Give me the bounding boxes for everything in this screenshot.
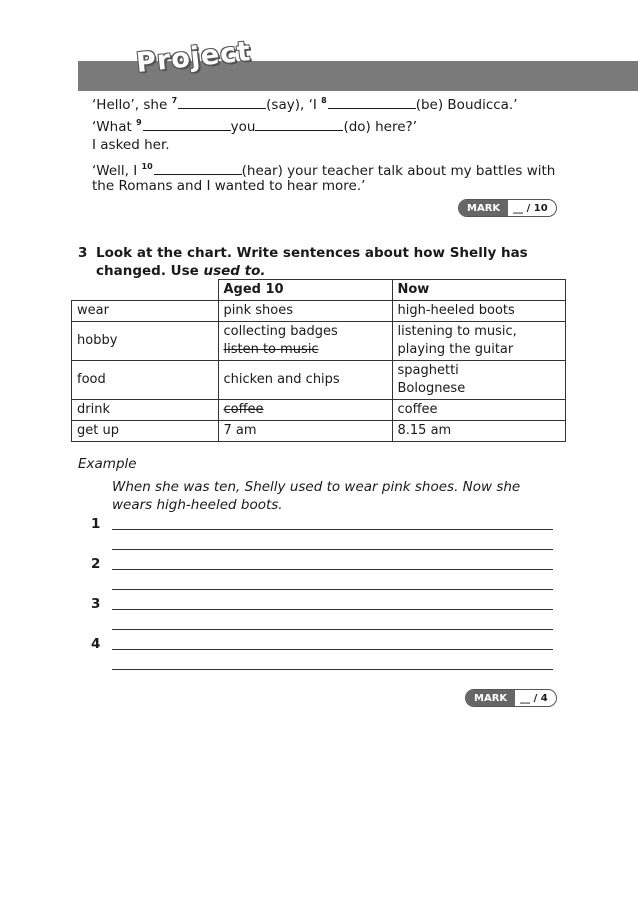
- text-segment: (do) here?’: [343, 119, 417, 135]
- struck-text: coffee: [223, 402, 264, 417]
- gap-number: 8: [321, 96, 327, 105]
- text-segment: (be) Boudicca.’: [415, 97, 518, 113]
- table-row: [72, 322, 566, 361]
- table-cell: high-heeled boots: [392, 301, 565, 322]
- answer-number: 1: [91, 516, 101, 532]
- instruction-text: Look at the chart. Write sentences about how Shelly has: [96, 245, 528, 261]
- mark-score: __ / 4: [520, 692, 548, 704]
- text-segment: ‘What: [92, 119, 137, 135]
- text-segment: ‘Well, I: [92, 163, 142, 179]
- gap-number: 10: [141, 162, 153, 171]
- project-logo: Project: [134, 36, 253, 79]
- table-header: Aged 10: [218, 280, 392, 301]
- answer-line-4a[interactable]: [112, 649, 553, 650]
- cell-text: collecting badges: [223, 324, 338, 339]
- mark-box-exercise2: [458, 199, 557, 217]
- gap-number: 9: [136, 118, 142, 127]
- answer-number: 3: [91, 596, 101, 612]
- table-row: [72, 400, 566, 421]
- answer-line-2b[interactable]: [112, 589, 553, 590]
- table-row: [72, 361, 566, 400]
- exercise2-line-3: I asked her.: [92, 137, 170, 153]
- text-segment: ‘Hello’, she: [92, 97, 172, 113]
- mark-box-exercise3: [465, 689, 557, 707]
- table-cell: coffee: [392, 400, 565, 421]
- answer-line-3b[interactable]: [112, 629, 553, 630]
- table-row: [72, 301, 566, 322]
- table-cell: [218, 400, 392, 421]
- mark-label: MARK: [466, 690, 515, 706]
- row-label: get up: [72, 421, 219, 442]
- text-segment: (say), ‘I: [266, 97, 322, 113]
- row-label: food: [72, 361, 219, 400]
- cell-text: Bolognese: [397, 381, 466, 396]
- table-cell: pink shoes: [218, 301, 392, 322]
- answer-line-2a[interactable]: [112, 569, 553, 570]
- exercise2-line-5: the Romans and I wanted to hear more.’: [92, 178, 366, 194]
- table-cell: [392, 322, 565, 361]
- table-row: [72, 421, 566, 442]
- cell-text: playing the guitar: [397, 342, 514, 357]
- answer-line-1b[interactable]: [112, 549, 553, 550]
- gap-number: 7: [171, 96, 178, 105]
- example-sentence: When she was ten, Shelly used to wear pink shoes. Now she wears high-heeled boots.: [112, 479, 521, 513]
- answer-blank-7[interactable]: [178, 94, 266, 109]
- answer-blank-8[interactable]: [328, 94, 416, 109]
- answer-number: 2: [91, 556, 101, 572]
- example-heading: Example: [78, 456, 137, 472]
- exercise3-instruction: [78, 244, 566, 280]
- table-header: Now: [392, 280, 565, 301]
- text-segment: (hear) your teacher talk about my battles with: [241, 163, 556, 179]
- mark-score: __ / 10: [513, 202, 548, 214]
- cell-text: spaghetti: [397, 363, 459, 378]
- table-header-empty: [72, 280, 219, 301]
- row-label: hobby: [72, 322, 219, 361]
- cell-text: listening to music,: [397, 324, 517, 339]
- answer-line-4b[interactable]: [112, 669, 553, 670]
- mark-label: MARK: [459, 200, 508, 216]
- shelly-chart-table: [71, 279, 566, 442]
- row-label: drink: [72, 400, 219, 421]
- struck-text: listen to music: [223, 342, 319, 357]
- table-cell: chicken and chips: [218, 361, 392, 400]
- row-label: wear: [72, 301, 219, 322]
- text-segment: you: [230, 119, 256, 135]
- answer-number: 4: [91, 636, 101, 652]
- instruction-italic: used to.: [203, 263, 266, 279]
- table-cell: 7 am: [218, 421, 392, 442]
- answer-blank-9b[interactable]: [255, 116, 343, 131]
- answer-line-3a[interactable]: [112, 609, 553, 610]
- answer-blank-9a[interactable]: [143, 116, 231, 131]
- answer-blank-10[interactable]: [154, 160, 242, 175]
- table-cell: [218, 322, 392, 361]
- exercise2-line-2: [92, 114, 417, 136]
- exercise-number: 3: [78, 245, 88, 261]
- instruction-text: changed. Use: [96, 263, 204, 279]
- exercise2-line-1: [92, 92, 518, 114]
- table-cell: [392, 361, 565, 400]
- table-cell: 8.15 am: [392, 421, 565, 442]
- answer-line-1a[interactable]: [112, 529, 553, 530]
- table-header-row: [72, 280, 566, 301]
